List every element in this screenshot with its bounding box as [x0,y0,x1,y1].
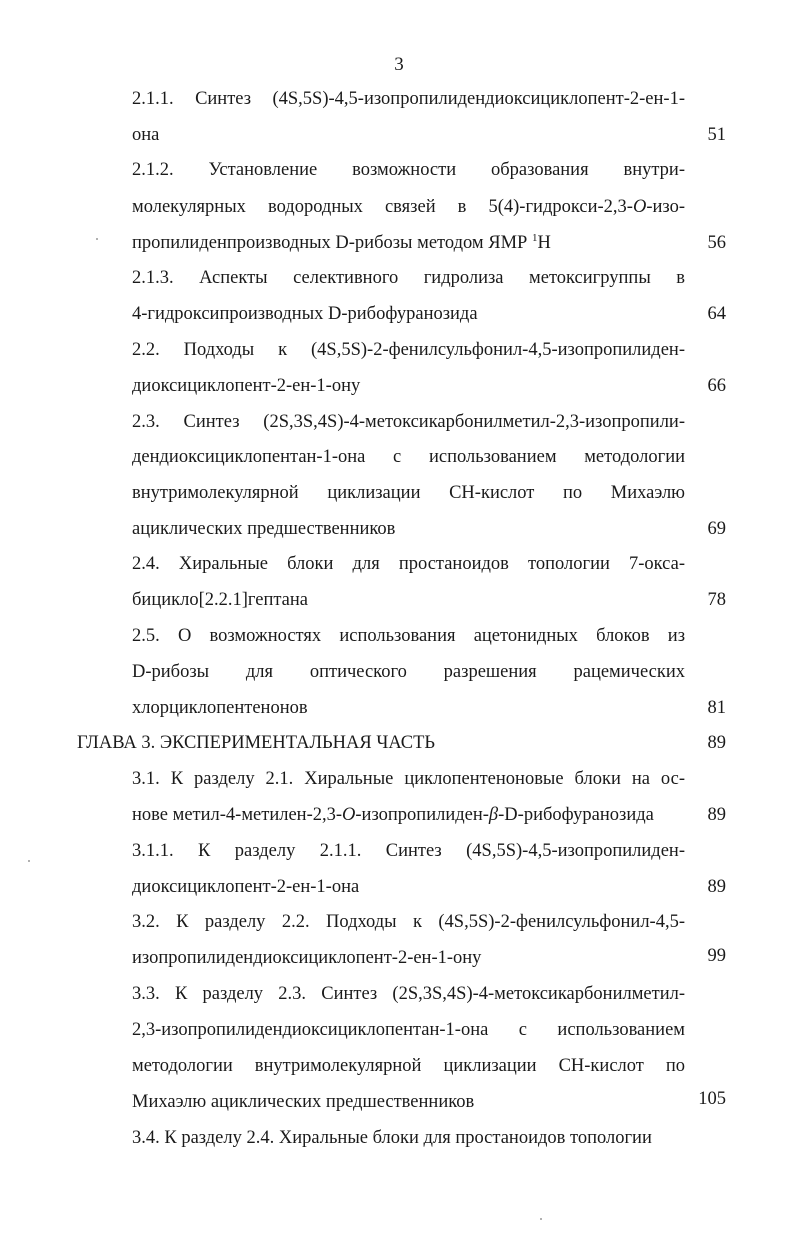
toc-entry-2-1-2-line-1: 2.1.2. Установление возможности образования внутри- [132,160,685,180]
toc-entry-3-2-page: 99 [707,946,726,966]
toc-entry-2-1-3-page: 64 [707,304,726,324]
chapter-3-page: 89 [707,733,726,753]
toc-entry-2-1-2-line-2 [132,194,685,220]
toc-entry-3-4-line-1: 3.4. К разделу 2.4. Хиральные блоки для простаноидов топологии [132,1128,652,1148]
toc-entry-2-1-3-line-1: 2.1.3. Аспекты селективного гидролиза метоксигруппы в [132,268,685,288]
text-run: нове метил-4-метилен-2,3- [132,805,343,825]
text-run: молекулярных водородных связей в 5(4)-гидрокси-2,3- [132,197,633,217]
toc-entry-2-1-1-line-2: она [132,125,160,145]
toc-entry-2-3-line-3: внутримолекулярной циклизации CH-кислот по Михаэлю [132,483,685,503]
toc-entry-2-1-3-line-2: 4-гидроксипроизводных D-рибофуранозида [132,304,478,324]
toc-entry-3-1-line-1: 3.1. К разделу 2.1. Хиральные циклопентеноновые блоки на ос- [132,769,685,789]
toc-entry-3-1-1-line-2: диоксициклопент-2-ен-1-она [132,877,360,897]
chapter-3-heading: ГЛАВА 3. ЭКСПЕРИМЕНТАЛЬНАЯ ЧАСТЬ [77,733,436,753]
toc-entry-3-1-1-line-1: 3.1.1. К разделу 2.1.1. Синтез (4S,5S)-4,5-изопропилиден- [132,841,685,861]
text-run: -изопропилиден- [355,805,489,825]
text-run: -изо- [646,197,685,217]
toc-entry-2-4-line-2: бицикло[2.2.1]гептана [132,590,308,610]
scan-speck [96,238,98,240]
toc-entry-2-4-line-1: 2.4. Хиральные блоки для простаноидов топологии 7-окса- [132,554,685,574]
toc-entry-3-3-line-3: методологии внутримолекулярной циклизации CH-кислот по [132,1056,685,1076]
text-run: H [537,233,551,253]
toc-entry-3-1-1-page: 89 [707,877,726,897]
toc-entry-2-1-1-line-1: 2.1.1. Синтез (4S,5S)-4,5-изопропилидендиоксициклопент-2-ен-1- [132,89,685,109]
toc-entry-2-2-line-1: 2.2. Подходы к (4S,5S)-2-фенилсульфонил-4,5-изопропилиден- [132,340,685,360]
toc-entry-2-3-page: 69 [707,519,726,539]
toc-entry-2-5-line-1: 2.5. О возможностях использования ацетонидных блоков из [132,626,685,646]
toc-entry-3-1-line-2 [132,802,654,828]
toc-entry-2-3-line-1: 2.3. Синтез (2S,3S,4S)-4-метоксикарбонилметил-2,3-изопропили- [132,412,685,432]
scan-speck [28,860,30,862]
toc-entry-2-3-line-2: дендиоксициклопентан-1-она с использованием методологии [132,447,685,467]
italic-run: O [632,197,647,217]
toc-entry-3-3-line-2: 2,3-изопропилидендиоксициклопентан-1-она с использованием [132,1020,685,1040]
toc-entry-3-3-line-4: Михаэлю ациклических предшественников [132,1092,475,1112]
toc-entry-2-4-page: 78 [707,590,726,610]
text-run: -D-рибофуранозида [498,805,654,825]
toc-entry-3-3-line-1: 3.3. К разделу 2.3. Синтез (2S,3S,4S)-4-метоксикарбонилметил- [132,984,685,1004]
toc-entry-2-3-line-4: ациклических предшественников [132,519,396,539]
toc-entry-2-1-2-line-3 [132,230,551,256]
toc-entry-3-3-page: 105 [698,1089,726,1109]
toc-entry-3-1-page: 89 [707,805,726,825]
scan-speck [540,1218,542,1220]
toc-entry-2-2-line-2: диоксициклопент-2-ен-1-ону [132,376,361,396]
toc-entry-2-1-2-page: 56 [707,233,726,253]
italic-run: β [488,805,499,825]
text-run: пропилиденпроизводных D-рибозы методом ЯМР [132,233,532,253]
toc-entry-2-5-line-3: хлорциклопентенонов [132,698,308,718]
toc-entry-2-5-line-2: D-рибозы для оптического разрешения рацемических [132,662,685,682]
page-number: 3 [394,54,404,75]
superscript-run: 1 [531,232,538,244]
toc-entry-2-2-page: 66 [707,376,726,396]
toc-entry-3-2-line-2: изопропилидендиоксициклопент-2-ен-1-ону [132,948,482,968]
toc-entry-2-1-1-page: 51 [707,125,726,145]
toc-entry-3-2-line-1: 3.2. К разделу 2.2. Подходы к (4S,5S)-2-фенилсульфонил-4,5- [132,912,685,932]
italic-run: O [342,805,356,825]
toc-entry-2-5-page: 81 [707,698,726,718]
